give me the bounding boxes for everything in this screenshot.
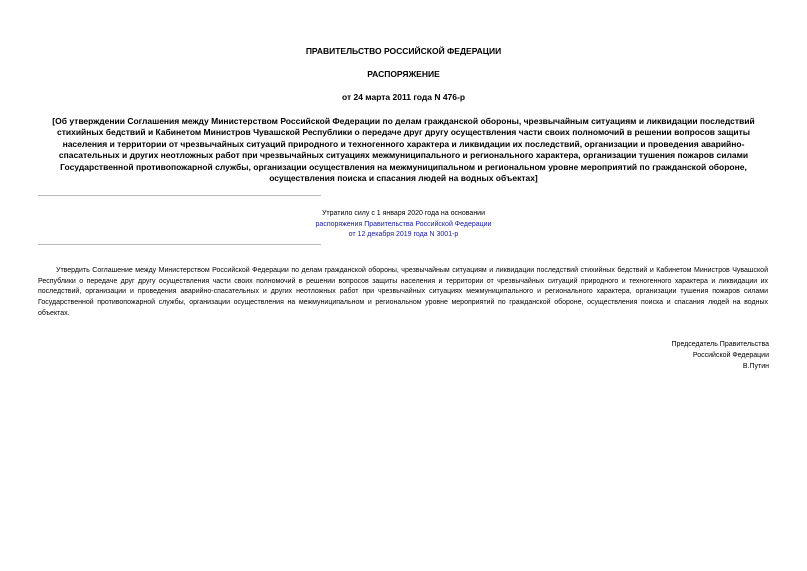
signature-position: Председатель Правительства xyxy=(671,341,769,348)
document-type: РАСПОРЯЖЕНИЕ xyxy=(367,69,440,79)
document-authority: ПРАВИТЕЛЬСТВО РОССИЙСКОЙ ФЕДЕРАЦИИ xyxy=(305,46,502,56)
document-title: [Об утверждении Соглашения между Министерством Российской Федерации по делам гражданской обороны, чрезвычайным ситуациям и ликвидации последствий стихийных бедствий и Кабинетом Министров Чувашской Республики о передаче друг другу осуществления части своих полномочий в решении вопросов защиты населения и территории от чрезвычайных ситуаций природного и техногенного характера и ликвидации их последствий, организации и проведения аварийно-спасательных и других неотложных работ при чрезвычайных ситуациях межмуниципального и регионального характера, организации тушения пожаров силами Государственной противопожарной службы, организации осуществления на межмуниципальном и региональном уровне мероприятий по гражданской обороне, осуществления поиска и спасания людей на водных объектах] xyxy=(52,116,755,184)
signature-organization: Российской Федерации xyxy=(692,352,769,359)
document-date-number: от 24 марта 2011 года N 476-р xyxy=(341,92,466,102)
divider-bottom xyxy=(38,244,321,245)
status-note-link[interactable]: распоряжения Правительства Российской Федерации xyxy=(315,221,492,228)
body-paragraph: Утвердить Соглашение между Министерством Российской Федерации по делам гражданской обороны, чрезвычайным ситуациям и ликвидации последствий стихийных бедствий и Кабинетом Министров Чувашской Республики о передаче друг другу осуществления части своих полномочий в решении вопросов защиты населения и территории от чрезвычайных ситуаций природного и техногенного характера и ликвидации их последствий, организации и проведения аварийно-спасательных и других неотложных работ при чрезвычайных ситуациях межмуниципального и регионального характера, организации тушения пожаров силами Государственной противопожарной службы, организации осуществления на межмуниципальном и региональном уровне мероприятий по гражданской обороне, осуществления поиска и спасания людей на водных объектах. xyxy=(38,267,768,317)
divider-top xyxy=(38,195,321,196)
signature-name: В.Путин xyxy=(742,363,769,370)
status-note-link-date[interactable]: от 12 декабря 2019 года N 3001-р xyxy=(348,231,459,238)
status-note-text: Утратило силу с 1 января 2020 года на основании xyxy=(321,210,486,217)
